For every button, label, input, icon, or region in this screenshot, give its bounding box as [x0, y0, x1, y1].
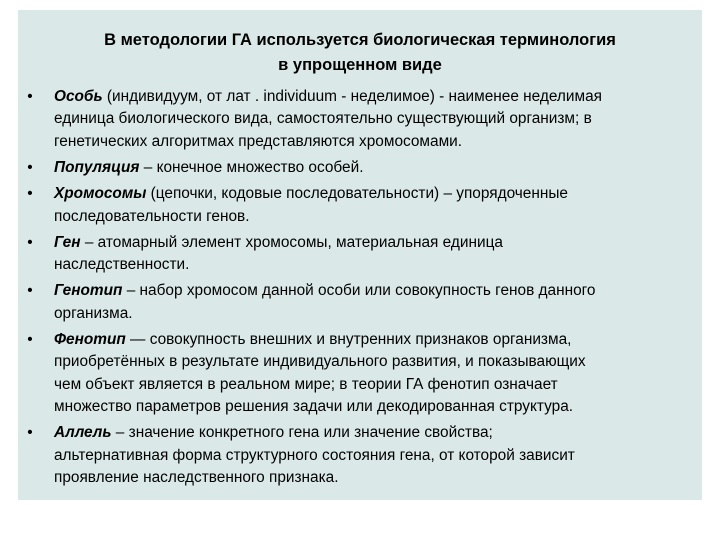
- bullet-icon: •: [27, 331, 33, 349]
- term-populyatsiya: Популяция: [54, 159, 140, 177]
- bullet-icon: •: [27, 159, 33, 177]
- slide-panel: [18, 10, 702, 500]
- bullet-icon: •: [27, 282, 33, 300]
- term-genotip: Генотип: [54, 282, 123, 300]
- term-fenotip: Фенотип: [54, 331, 126, 349]
- list-item-osob: [24, 86, 694, 153]
- title-line-1: В методологии ГА используется биологическая терминология: [104, 31, 616, 49]
- list-item-genotip: [24, 280, 694, 325]
- list-item-khromosomy: [24, 183, 694, 228]
- bullet-icon: •: [27, 424, 33, 442]
- definition-text: – значение конкретного гена или значение свойства;: [111, 424, 493, 442]
- definition-text: наследственности.: [54, 256, 190, 274]
- term-gen: Ген: [54, 233, 81, 251]
- list-item-fenotip: [24, 329, 694, 419]
- slide-title: [18, 28, 702, 78]
- definition-text: чем объект является в реальном мире; в теории ГА фенотип означает: [54, 375, 558, 393]
- term-khromosomy: Хромосомы: [54, 185, 147, 203]
- definition-text: — совокупность внешних и внутренних признаков организма,: [125, 331, 572, 349]
- definition-text: – набор хромосом данной особи или совокупность генов данного: [122, 282, 596, 300]
- bullet-icon: •: [27, 233, 33, 251]
- term-osob: Особь: [54, 88, 103, 105]
- bullet-icon: •: [27, 185, 33, 203]
- list-item-allel: [24, 422, 694, 489]
- title-line-2: в упрощенном виде: [278, 56, 442, 74]
- bullet-icon: •: [27, 88, 33, 105]
- definition-text: (цепочки, кодовые последовательности) – упорядоченные: [146, 185, 568, 203]
- term-allel: Аллель: [54, 424, 112, 442]
- definition-text: альтернативная форма структурного состояния гена, от которой зависит: [54, 446, 575, 464]
- definition-text: проявление наследственного признака.: [54, 469, 339, 487]
- list-item-gen: [24, 232, 694, 277]
- definition-text: множество параметров решения задачи или декодированная структура.: [54, 398, 574, 416]
- definition-text: (индивидуум, от лат . individuum - неделимое) - наименее неделимая: [102, 88, 602, 105]
- definition-text: приобретённых в результате индивидуального развития, и показывающих: [54, 353, 586, 371]
- definition-list: [24, 86, 694, 493]
- list-item-populyatsiya: [24, 157, 694, 179]
- definition-text: – конечное множество особей.: [139, 159, 364, 177]
- definition-text: единица биологического вида, самостоятельно существующий организм; в: [54, 110, 592, 128]
- definition-text: – атомарный элемент хромосомы, материальная единица: [80, 233, 503, 251]
- definition-text: организма.: [54, 304, 133, 322]
- definition-text: генетических алгоритмах представляются хромосомами.: [54, 132, 463, 150]
- definition-text: последовательности генов.: [54, 207, 250, 225]
